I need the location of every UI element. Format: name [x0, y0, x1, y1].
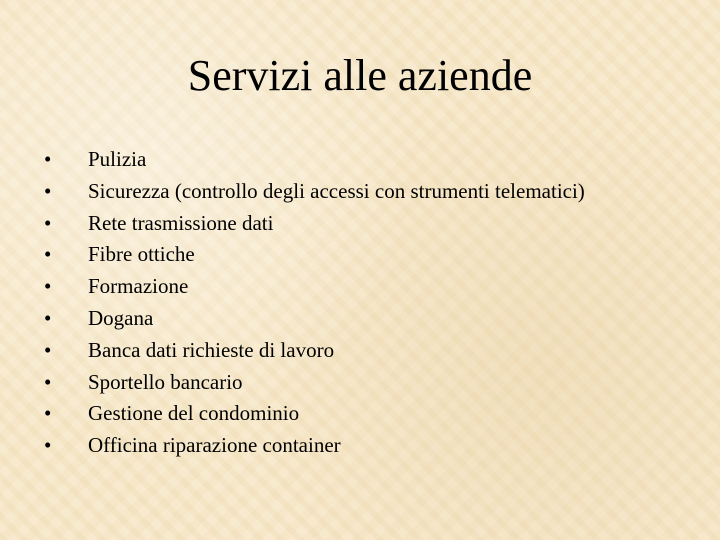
bullet-text: Formazione: [88, 274, 189, 299]
bullet-item: [44, 239, 694, 271]
bullet-item: [44, 335, 694, 367]
bullet-item: [44, 367, 694, 399]
bullet-icon: •: [44, 337, 52, 362]
bullet-item: [44, 144, 694, 176]
bullet-item: [44, 303, 694, 335]
bullet-list: [44, 144, 694, 462]
bullet-item: [44, 208, 694, 240]
bullet-text: Officina riparazione container: [88, 433, 341, 458]
bullet-icon: •: [44, 401, 52, 426]
bullet-item: [44, 398, 694, 430]
bullet-text: Banca dati richieste di lavoro: [88, 337, 335, 362]
bullet-text: Rete trasmissione dati: [88, 210, 274, 235]
bullet-text: Pulizia: [88, 147, 147, 171]
bullet-text: Sportello bancario: [88, 369, 243, 394]
bullet-icon: •: [44, 369, 52, 394]
bullet-text: Dogana: [88, 305, 154, 330]
slide-title: Servizi alle aziende: [187, 51, 533, 100]
bullet-icon: •: [44, 178, 52, 203]
bullet-icon: •: [44, 305, 52, 330]
bullet-item: [44, 271, 694, 303]
bullet-item: [44, 430, 694, 462]
bullet-icon: •: [44, 210, 52, 235]
bullet-text: Gestione del condominio: [88, 401, 300, 426]
bullet-icon: •: [44, 433, 52, 458]
bullet-text: Sicurezza (controllo degli accessi con strumenti telematici): [88, 178, 585, 203]
bullet-icon: •: [44, 242, 52, 267]
bullet-item: [44, 176, 694, 208]
bullet-icon: •: [44, 147, 52, 171]
bullet-icon: •: [44, 274, 52, 299]
bullet-text: Fibre ottiche: [88, 242, 195, 267]
